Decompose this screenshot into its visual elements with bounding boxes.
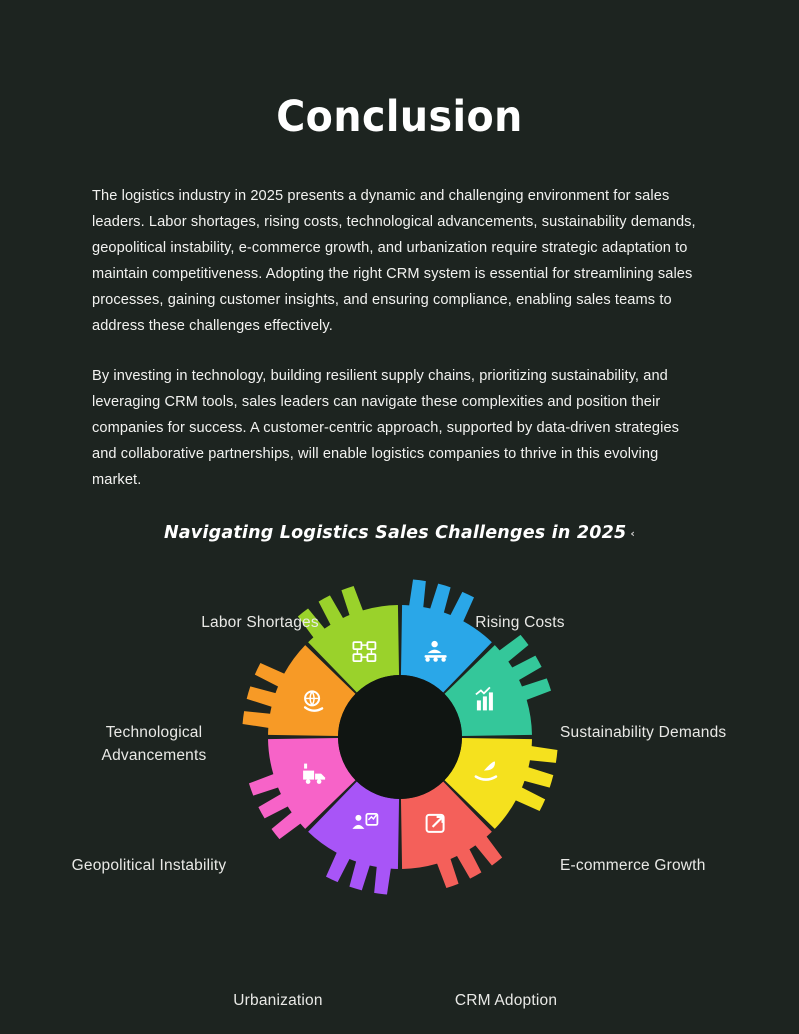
chart-title-text: Navigating Logistics Sales Challenges in 2025 — [163, 523, 627, 543]
paragraph-2: By investing in technology, building resilient supply chains, prioritizing sustainability, and leveraging CRM tools, sales leaders can navigate these complexities and position their companies for success. A customer-centric approach, supported by data-driven strategies and collaborative partnerships, will enable logistics companies to thrive in this evolving market. — [92, 368, 680, 488]
chart-area — [0, 549, 799, 1009]
chart-hub — [338, 675, 462, 799]
chart-title — [0, 523, 799, 543]
paragraph-1: The logistics industry in 2025 presents a dynamic and challenging environment for sales leaders. Labor shortages, rising costs, technological advancements, sustainability demands, geopolitical instability, e-commerce growth, and urbanization require strategic adaptation to maintain competitiveness. Adopting the right CRM system is essential for streamlining sales processes, gaining customer insights, and ensuring compliance, enabling sales teams to address these challenges effectively. — [92, 188, 696, 334]
chart-label-crm-adoption: CRM Adoption — [454, 992, 558, 1009]
chart-title-caret: ‹ — [630, 526, 636, 540]
chart-label-technological-advancements: Technological Advancements — [101, 724, 207, 764]
chart-label-labor-shortages: Labor Shortages — [201, 614, 319, 631]
chart-label-geopolitical-instability: Geopolitical Instability — [71, 857, 227, 874]
chart-label-rising-costs: Rising Costs — [475, 614, 565, 631]
chart-label-ecommerce-growth: E-commerce Growth — [560, 857, 706, 874]
chart-label-sustainability-demands: Sustainability Demands — [560, 724, 727, 741]
body-text — [92, 139, 707, 493]
page-title: Conclusion — [276, 92, 523, 142]
chart-label-urbanization: Urbanization — [233, 992, 323, 1009]
